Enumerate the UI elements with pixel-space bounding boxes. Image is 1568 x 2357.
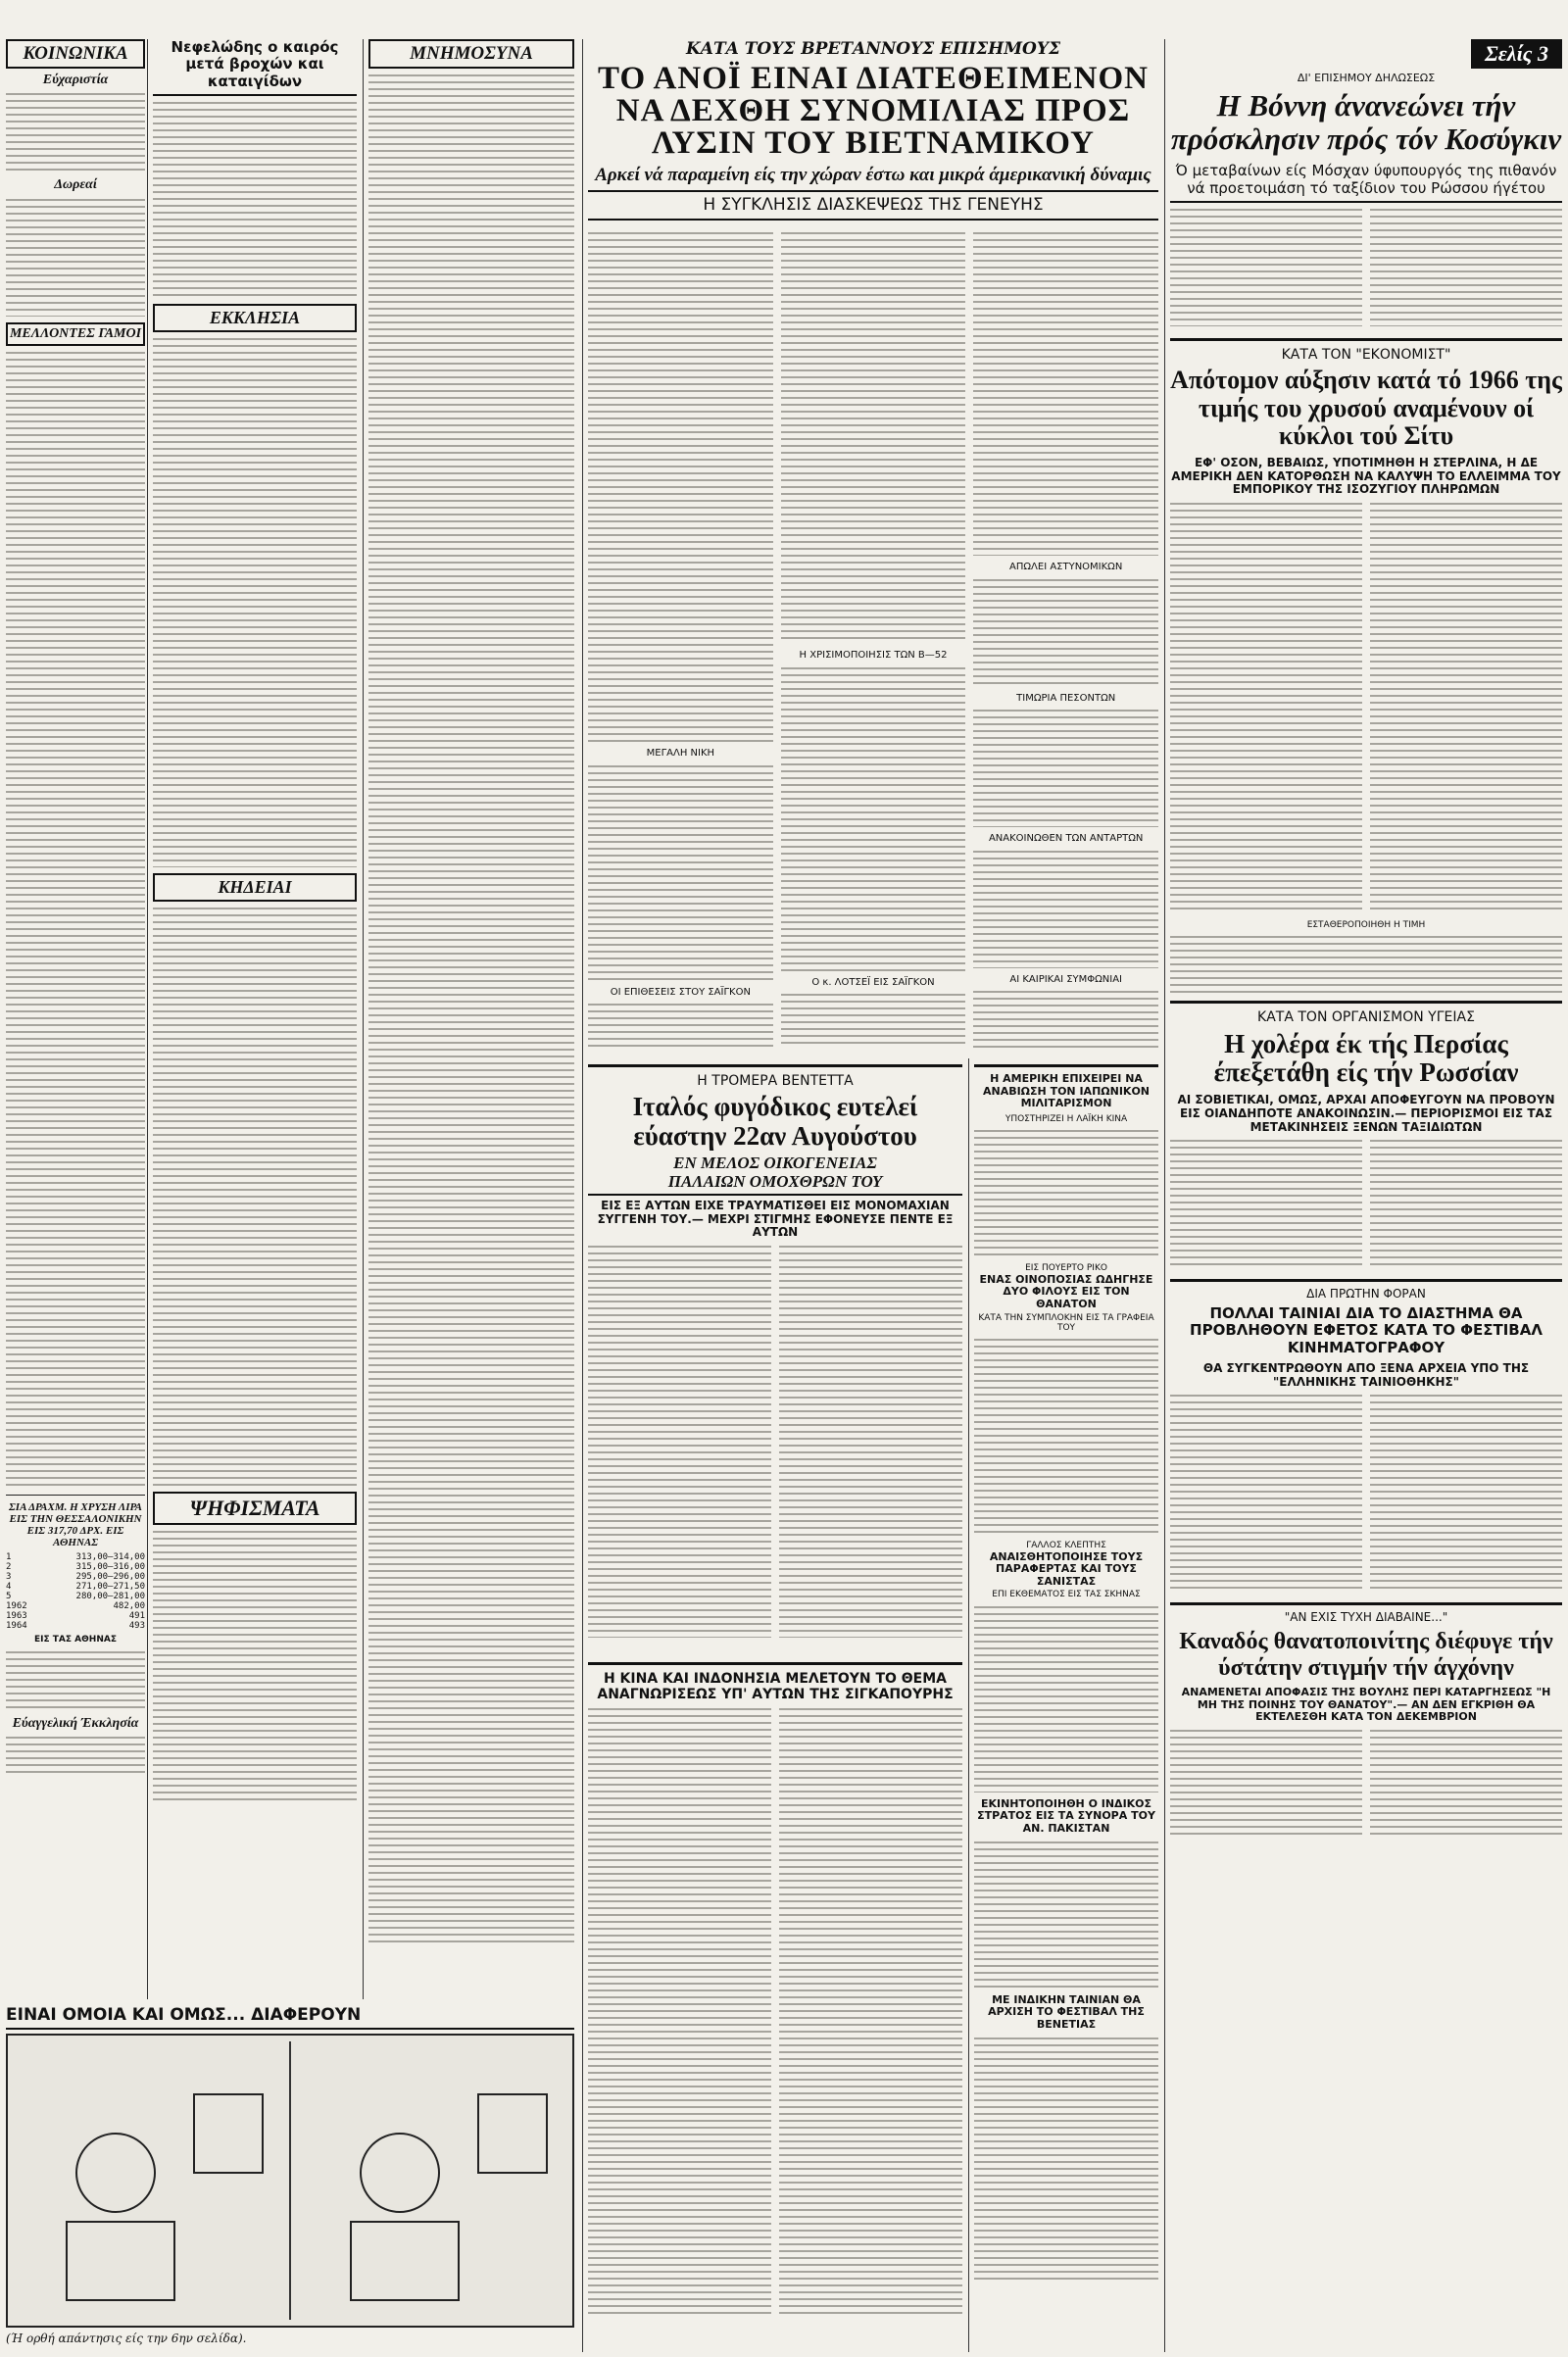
cartoon-puzzle [6,2004,574,2347]
film-text-col2 [1370,1395,1562,1591]
main-headline: ΤΟ ΑΝΟΪ ΕΙΝΑΙ ΔΙΑΤΕΘΕΙΜΕΝΟΝ ΝΑ ΔΕΧΘΗ ΣΥΝΟΜΙΛΙΑΣ ΠΡΟΣ ΛΥΣΙΝ ΤΟΥ ΒΙΕΤΝΑΜΙΚΟΥ [598,61,1149,161]
who-text-col1 [1170,1140,1362,1267]
lodge-subhead: Ο κ. ΛΟΤΣΕΪ ΕΙΣ ΣΑΪΓΚΟΝ [811,976,935,988]
who-kicker: ΚΑΤΑ ΤΟΝ ΟΡΓΑΝΙΣΜΟΝ ΥΓΕΙΑΣ [1257,1009,1475,1026]
film-headline: ΠΟΛΛΑΙ ΤΑΙΝΙΑΙ ΔΙΑ ΤΟ ΔΙΑΣΤΗΜΑ ΘΑ ΠΡΟΒΛΗΘΟΥΝ ΕΦΕΤΟΣ ΚΑΤΑ ΤΟ ΦΕΣΤΙΒΑΛ ΚΙΝΗΜΑΤΟΓΡΑΦΟΥ [1190,1304,1543,1356]
church-text [6,1737,145,1776]
who-text-col2 [1370,1140,1562,1267]
luck-sub: ΑΝΑΜΕΝΕΤΑΙ ΑΠΟΦΑΣΙΣ ΤΗΣ ΒΟΥΛΗΣ ΠΕΡΙ ΚΑΤΑΡΓΗΣΕΩΣ "Η ΜΗ ΤΗΣ ΠΟΙΝΗΣ ΤΟΥ ΘΑΝΑΤΟΥ".— ΑΝ ΔΕΝ ΕΓΚΡΙΘΗ ΘΑ ΕΚΤΕΛΕΣΘΗ ΚΑΤΑ ΤΟΝ ΔΕΚΕΜΒΡΙΟΝ [1181,1686,1551,1724]
main-kicker: ΚΑΤΑ ΤΟΥΣ ΒΡΕΤΑΝΝΟΥΣ ΕΠΙΣΗΜΟΥΣ [685,39,1060,59]
economist-headline: Απότομον αύξησιν κατά τό 1966 της τιμής του χρυσού αναμένουν οί κύκλοι τού Σίτυ [1170,365,1562,451]
thanks-subhead: Εύχαριστία [42,73,109,87]
section-social-title: ΚΟΙΝΩΝΙΚΑ [6,39,145,69]
rebels-subhead: ΑΝΑΚΟΙΝΩΘΕΝ ΤΩΝ ΑΝΤΑΡΤΩΝ [988,833,1144,845]
main-vietnam-story [588,39,1158,1049]
vendetta-kicker: Η ΤΡΟΜΕΡΑ ΒΕΝΤΕΤΤΑ [697,1073,854,1089]
vendetta-text-col2 [779,1246,962,1638]
puerto-text [974,1339,1158,1535]
church-text [153,338,357,867]
japan-headline: Η ΑΜΕΡΙΚΗ ΕΠΙΧΕΙΡΕΙ ΝΑ ΑΝΑΒΙΩΣΗ ΤΟΝ ΙΑΠΩΝΙΚΟΝ ΜΙΛΙΤΑΡΙΣΜΟΝ [982,1072,1151,1110]
weddings-text [6,352,145,1489]
athens-text [6,1651,145,1710]
vendetta-deck2: ΠΑΛΑΙΩΝ ΟΜΟΧΘΡΩΝ ΤΟΥ [588,1173,962,1196]
b52-subhead: Η ΧΡΙΣΙΜΟΠΟΙΗΣΙΣ ΤΩΝ Β—52 [799,650,948,662]
victory-subhead: ΜΕΓΑΛΗ ΝΙΚΗ [646,748,715,760]
police-losses-subhead: ΑΠΩΛΕΙ ΑΣΤΥΝΟΜΙΚΩΝ [1009,562,1123,573]
column-weather-church [153,39,357,1999]
gold-price-title: ΣΙΑ ΔΡΑΧΜ. Η ΧΡΥΣΗ ΛΙΡΑ ΕΙΣ ΤΗΝ ΘΕΣΣΑΛΟΝΙΚΗΝ ΕΙΣ 317,70 ΔΡΧ. ΕΙΣ ΑΘΗΝΑΣ [8,1500,142,1549]
who-sub: ΑΙ ΣΟΒΙΕΤΙΚΑΙ, ΟΜΩΣ, ΑΡΧΑΙ ΑΠΟΦΕΥΓΟΥΝ ΝΑ ΠΡΟΒΟΥΝ ΕΙΣ ΟΙΑΝΔΗΠΟΤΕ ΑΝΑΚΟΙΝΩΣΙΝ.— ΠΕΡΙΟΡΙΣΜΟΙ ΕΙΣ ΤΑΣ ΜΕΤΑΚΙΝΗΣΕΙΣ ΞΕΝΩΝ ΤΑΞΙΔΙΩΤΩΝ [1177,1092,1555,1134]
french-kicker: ΓΑΛΛΟΣ ΚΛΕΠΤΗΣ [1026,1541,1106,1551]
column-memorials [368,39,574,1999]
punish-subhead: ΤΙΜΩΡΙΑ ΠΕΣΟΝΤΩΝ [1016,692,1116,704]
puerto-headline: ΕΝΑΣ ΟΙΝΟΠΟΣΙΑΣ ΩΔΗΓΗΣΕ ΔΥΟ ΦΙΛΟΥΣ ΕΙΣ ΤΟΝ ΘΑΝΑΤΟΝ [979,1272,1153,1310]
china-text-col2 [779,1708,962,2316]
rebels-text [973,851,1158,968]
french-sub: ΕΠΙ ΕΚΘΕΜΑΤΟΣ ΕΙΣ ΤΑΣ ΣΚΗΝΑΣ [992,1590,1141,1600]
economist-text-col2 [1370,503,1562,914]
bonn-text-col1 [1170,209,1362,326]
vendetta-text-col1 [588,1246,771,1638]
price-row: 5 280,00—281,00 [6,1592,145,1602]
price-row: 1962 482,00 [6,1601,145,1612]
japan-text [974,1130,1158,1257]
main-subhead: Η ΣΥΓΚΛΗΣΙΣ ΔΙΑΣΚΕΨΕΩΣ ΤΗΣ ΓΕΝΕΥΗΣ [588,196,1158,221]
section-weddings-title: ΜΕΛΛΟΝΤΕΣ ΓΑΜΟΙ [6,322,145,346]
victory-text [588,765,773,981]
donations-subhead: Δωρεαί [54,177,97,193]
cartoon-image [6,2034,574,2328]
luck-headline: Καναδός θανατοποινίτης διέφυγε τήν ύστάτην στιγμήν τήν άγχόνην [1179,1629,1553,1681]
clash-subhead: ΑΙ ΚΑΙΡΙΚΑΙ ΣΥΜΦΩΝΙΑΙ [1009,973,1122,985]
gold-price-table [6,1552,145,1631]
bonn-kicker: ΔΙ' ΕΠΙΣΗΜΟΥ ΔΗΛΩΣΕΩΣ [1297,72,1436,84]
page-number-logo: Σελίς 3 [1471,39,1562,69]
price-row: 4 271,00—271,50 [6,1582,145,1593]
memorials-text [368,74,574,1946]
economist-kicker: ΚΑΤΑ ΤΟΝ "ΕΚΟΝΟΜΙΣΤ" [1281,346,1451,363]
economist-caption-text [1170,936,1562,995]
cartoon-drawing-icon [8,2036,572,2326]
funerals-text [153,908,357,1486]
main-deck: Αρκεί νά παραμείνη είς την χώραν έστω και μικρά άμερικανική δύναμις [588,166,1158,192]
film-kicker: ΔΙΑ ΠΡΩΤΗΝ ΦΟΡΑΝ [1306,1287,1426,1301]
cartoon-title: ΕΙΝΑΙ ΟΜΟΙΑ ΚΑΙ ΟΜΩΣ... ΔΙΑΦΕΡΟΥΝ [6,2004,574,2030]
film-text-col1 [1170,1395,1362,1591]
film-sub: ΘΑ ΣΥΓΚΕΝΤΡΩΘΟΥΝ ΑΠΟ ΞΕΝΑ ΑΡΧΕΙΑ ΥΠΟ ΤΗΣ "ΕΛΛΗΝΙΚΗΣ ΤΑΙΝΙΟΘΗΚΗΣ" [1202,1360,1530,1389]
section-votes-title: ΨΗΦΙΣΜΑΤΑ [153,1492,357,1525]
puerto-sub: ΚΑΤΑ ΤΗΝ ΣΥΜΠΛΟΚΗΝ ΕΙΣ ΤΑ ΓΡΑΦΕΙΑ ΤΟΥ [978,1312,1154,1333]
punish-text [973,710,1158,827]
police-losses-text [973,579,1158,687]
bonn-text-col2 [1370,209,1562,326]
votes-text [153,1531,357,1805]
bonn-deck: Ό μεταβαίνων είς Μόσχαν ύφυπουργός της πιθανόν νά προετοιμάση τό ταξίδιον του Ρώσσου ήγέτου [1170,162,1562,203]
section-funerals-title: ΚΗΔΕΙΑΙ [153,873,357,902]
price-row: 3 295,00—296,00 [6,1572,145,1583]
column-social [6,39,145,2347]
economist-text-col1 [1170,503,1362,914]
india-headline: ΕΚΙΝΗΤΟΠΟΙΗΘΗ Ο ΙΝΔΙΚΟΣ ΣΤΡΑΤΟΣ ΕΙΣ ΤΑ ΣΥΝΟΡΑ ΤΟΥ ΑΝ. ΠΑΚΙΣΤΑΝ [977,1796,1155,1836]
church-subhead: Εύαγγελική Έκκλησία [12,1715,139,1731]
luck-text-col2 [1370,1730,1562,1838]
lodge-text [781,994,966,1049]
venice-text [974,2038,1158,2283]
puerto-kicker: ΕΙΣ ΠΟΥΕΡΤΟ ΡΙΚΟ [1025,1263,1107,1274]
main-text-col1 [588,232,773,742]
cartoon-caption: (Ή ορθή απάντησις είς την 6ην σελίδα). [6,2331,247,2345]
venice-sub: ΜΕ ΙΝΔΙΚΗΝ ΤΑΙΝΙΑΝ ΘΑ ΑΡΧΙΣΗ ΤΟ ΦΕΣΤΙΒΑΛ ΤΗΣ ΒΕΝΕΤΙΑΣ [988,1992,1145,2032]
weather-text [153,102,357,298]
main-text-col2 [781,232,966,644]
clash-text [973,991,1158,1049]
china-headline: Η ΚΙΝΑ ΚΑΙ ΙΝΔΟΝΗΣΙΑ ΜΕΛΕΤΟΥΝ ΤΟ ΘΕΜΑ ΑΝΑΓΝΩΡΙΣΕΩΣ ΥΠ' ΑΥΤΩΝ ΤΗΣ ΣΙΓΚΑΠΟΥΡΗΣ [597,1671,954,1703]
china-text-col1 [588,1708,771,2316]
thanks-text [6,93,145,172]
luck-text-col1 [1170,1730,1362,1838]
who-headline: Η χολέρα έκ τής Περσίας έπεξετάθη είς τήν Ρωσσίαν [1213,1028,1519,1088]
japan-sub: ΥΠΟΣΤΗΡΙΖΕΙ Η ΛΑΪΚΗ ΚΙΝΑ [1004,1113,1128,1124]
economist-sub: ΕΦ' ΟΣΟΝ, ΒΕΒΑΙΩΣ, ΥΠΟΤΙΜΗΘΗ Η ΣΤΕΡΛΙΝΑ, Η ΔΕ ΑΜΕΡΙΚΗ ΔΕΝ ΚΑΤΟΡΘΩΣΗ ΝΑ ΚΑΛΥΨΗ ΤΟ ΕΛΛΕΙΜΜΑ ΤΟΥ ΕΜΠΟΡΙΚΟΥ ΤΗΣ ΙΣΟΖΥΓΙΟΥ ΠΛΗΡΩΜΩΝ [1171,455,1561,497]
saigon-attack-text [588,1004,773,1049]
main-text-col3 [973,232,1158,556]
india-text [974,1841,1158,1989]
price-row: 1 313,00—314,00 [6,1552,145,1563]
price-row: 1964 493 [6,1621,145,1632]
vendetta-story [588,1058,962,1656]
briefs-column [974,1058,1158,2352]
vendetta-deck: ΕΝ ΜΕΛΟΣ ΟΙΚΟΓΕΝΕΙΑΣ [673,1154,877,1173]
right-column [1170,39,1562,2347]
weather-headline: Νεφελώδης ο καιρός μετά βροχών και καταιγίδων [153,39,357,96]
vendetta-headline: Ιταλός φυγόδικος ευτελεί εύαστην 22αν Αυγούστου [632,1092,918,1151]
bonn-headline: Η Βόννη άνανεώνει τήν πρόσκλησιν πρός τόν Κοσύγκιν [1170,87,1562,156]
luck-kicker: "ΑΝ ΕΧΙΣ ΤΥΧΗ ΔΙΑΒΑΙΝΕ..." [1284,1610,1448,1625]
price-row: 2 315,00—316,00 [6,1562,145,1573]
economist-caption: ΕΣΤΑΘΕΡΟΠΟΙΗΘΗ Η ΤΙΜΗ [1306,920,1426,931]
b52-text [781,667,966,971]
donations-text [6,199,145,317]
vendetta-sub: ΕΙΣ ΕΞ ΑΥΤΩΝ ΕΙΧΕ ΤΡΑΥΜΑΤΙΣΘΕΙ ΕΙΣ ΜΟΝΟΜΑΧΙΑΝ ΣΥΓΓΕΝΗ ΤΟΥ.— ΜΕΧΡΙ ΣΤΙΓΜΗΣ ΕΦΟΝΕΥΣΕ ΠΕΝΤΕ ΕΞ ΑΥΤΩΝ [597,1198,954,1240]
french-text [974,1606,1158,1792]
china-story [588,1656,962,2352]
french-headline: ΑΝΑΙΣΘΗΤΟΠΟΙΗΣΕ ΤΟΥΣ ΠΑΡΑΦΕΡΤΑΣ ΚΑΙ ΤΟΥΣ ΣΑΝΙΣΤΑΣ [989,1549,1144,1588]
price-row: 1963 491 [6,1611,145,1622]
athens-label: ΕΙΣ ΤΑΣ ΑΘΗΝΑΣ [34,1635,117,1645]
saigon-attack-subhead: ΟΙ ΕΠΙΘΕΣΕΙΣ ΣΤΟΥ ΣΑΪΓΚΟΝ [610,986,751,998]
section-memorials-title: ΜΝΗΜΟΣΥΝΑ [368,39,574,69]
section-church-title: ΕΚΚΛΗΣΙΑ [153,304,357,332]
